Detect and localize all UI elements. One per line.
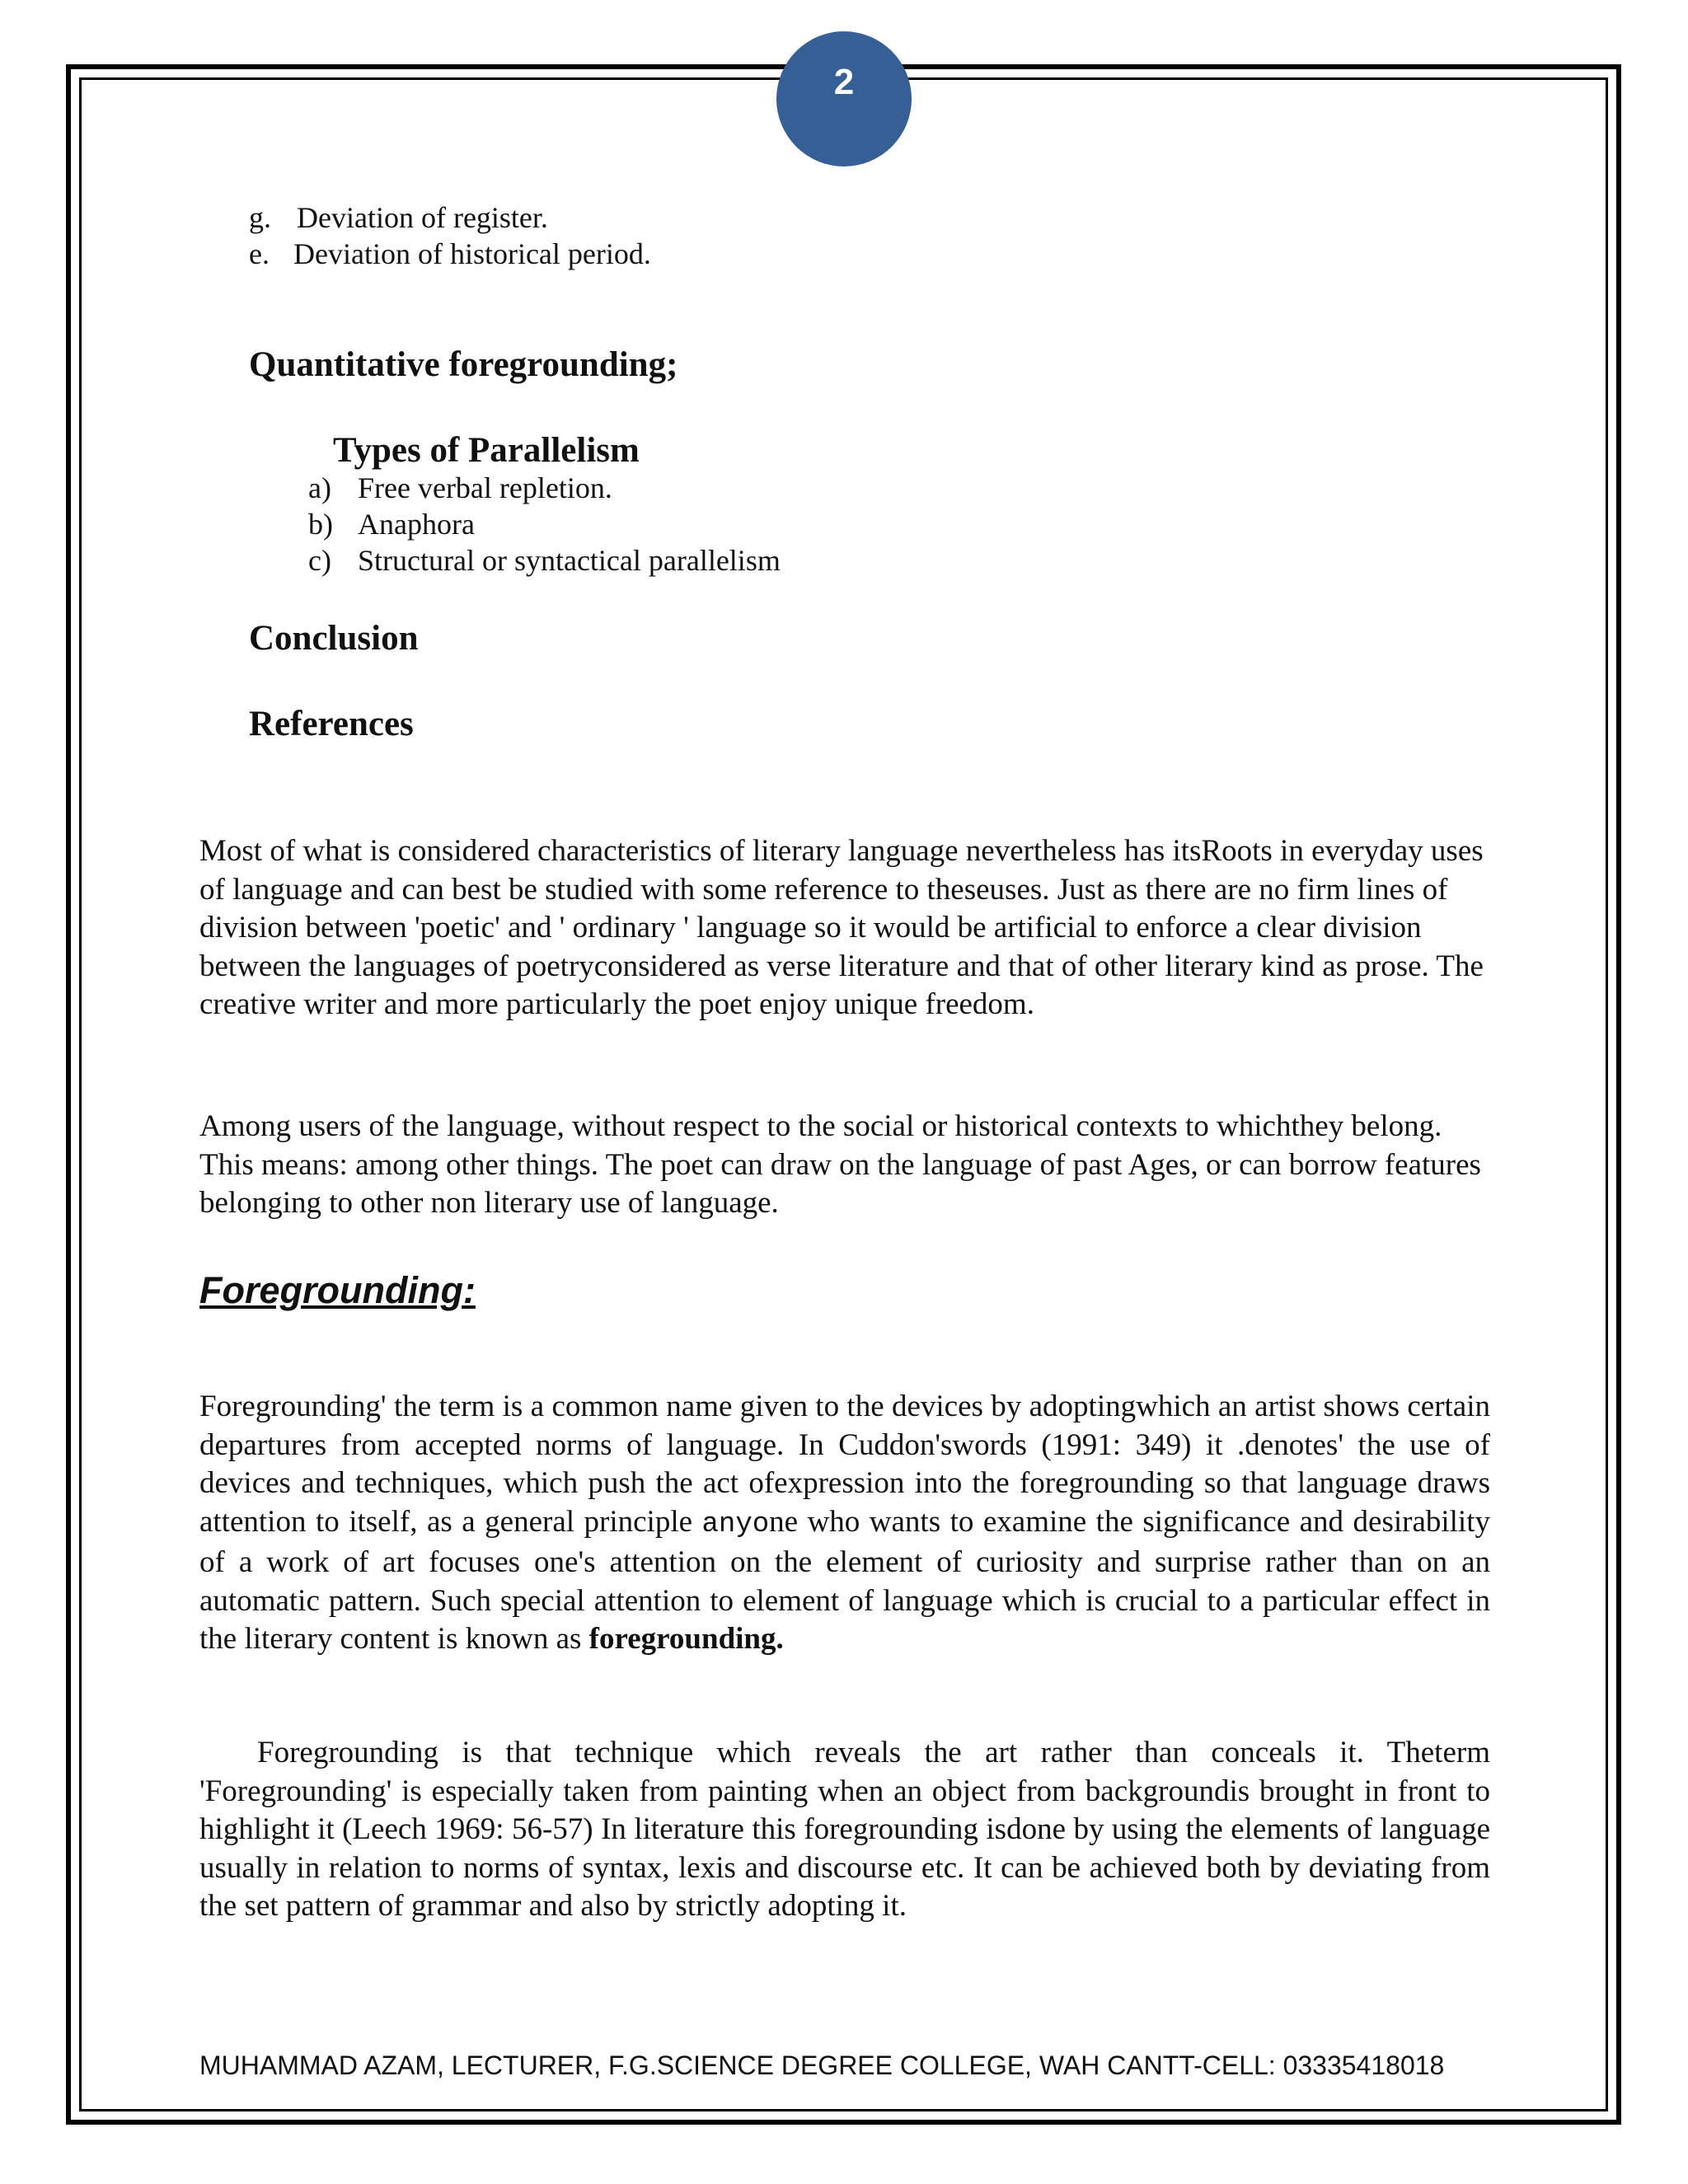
paragraph-foregrounding-technique: Foregrounding is that technique which reveals the art rather than conceals it. Theterm 'Foregrounding' is especially taken from painting when an object from backgroundis brought in front to highlight it (Leech 1969: 56-57) In literature this foregrounding isdone by using the elements of language usually in relation to norms of syntax, lexis and discourse etc. It can be achieved both by deviating from the set pattern of grammar and also by strictly adopting it. bbox=[199, 1736, 1490, 1923]
heading-foregrounding: Foregrounding: bbox=[199, 1269, 476, 1311]
paragraph-text: Foregrounding' the term is a common name given to the devices by adoptingwhich an artist shows certain departures from accepted norms of language. In Cuddon'swords (1991: 349) it .denotes' the use of devices and techniques, which push the act ofexpression into the foregrounding so that language draws attention to itself, as a general principle bbox=[199, 1390, 1490, 1539]
paragraph-text: ne who wants to examine the significance and desirability of a work of art focuses one's attention on the element of curiosity and surprise rather than on an automatic pattern. Such special attention to element of language which is crucial to a particular effect in the literary content is known as bbox=[199, 1504, 1490, 1656]
list-item bbox=[308, 542, 781, 579]
paragraph-mono-text: anyo bbox=[701, 1508, 770, 1540]
outline-marker: e. bbox=[249, 237, 270, 270]
heading-parallelism: Types of Parallelism bbox=[333, 431, 640, 470]
outline-text: Deviation of historical period. bbox=[293, 237, 651, 270]
page-number-badge bbox=[776, 31, 912, 166]
page-footer: MUHAMMAD AZAM, LECTURER, F.G.SCIENCE DEGREE COLLEGE, WAH CANTT-CELL: 03335418018 bbox=[199, 2050, 1445, 2080]
list-marker: b) bbox=[308, 508, 333, 541]
page-number: 2 bbox=[833, 62, 855, 102]
list-item bbox=[308, 506, 781, 542]
paragraph-foregrounding-definition bbox=[199, 1388, 1490, 1659]
list-text: Free verbal repletion. bbox=[358, 471, 612, 504]
parallelism-list bbox=[308, 470, 781, 579]
heading-quantitative: Quantitative foregrounding; bbox=[249, 345, 678, 384]
list-marker: c) bbox=[308, 544, 331, 577]
outline-text: Deviation of register. bbox=[297, 201, 548, 234]
outline-marker: g. bbox=[249, 201, 271, 234]
paragraph-users-of-language: Among users of the language, without respect to the social or historical contexts to whichthey belong. This means: among other things. The poet can draw on the language of past Ages, or can borrow features belonging to other non literary use of language. bbox=[199, 1109, 1481, 1220]
paragraph-literary-language: Most of what is considered characteristics of literary language nevertheless has itsRoots in everyday uses of language and can best be studied with some reference to theseuses. Just as there are no firm lines of division between 'poetic' and ' ordinary ' language so it would be artificial to enforce a clear division between the languages of poetryconsidered as verse literature and that of other literary kind as prose. The creative writer and more particularly the poet enjoy unique freedom. bbox=[199, 834, 1484, 1021]
list-item bbox=[308, 470, 781, 506]
deviation-outline bbox=[249, 199, 651, 272]
outline-item bbox=[249, 236, 651, 272]
outline-item bbox=[249, 199, 651, 236]
heading-references: References bbox=[249, 705, 414, 743]
list-text: Structural or syntactical parallelism bbox=[358, 544, 781, 577]
heading-conclusion: Conclusion bbox=[249, 619, 419, 658]
list-text: Anaphora bbox=[358, 508, 475, 541]
list-marker: a) bbox=[308, 471, 331, 504]
paragraph-bold-term: foregrounding. bbox=[588, 1622, 784, 1656]
